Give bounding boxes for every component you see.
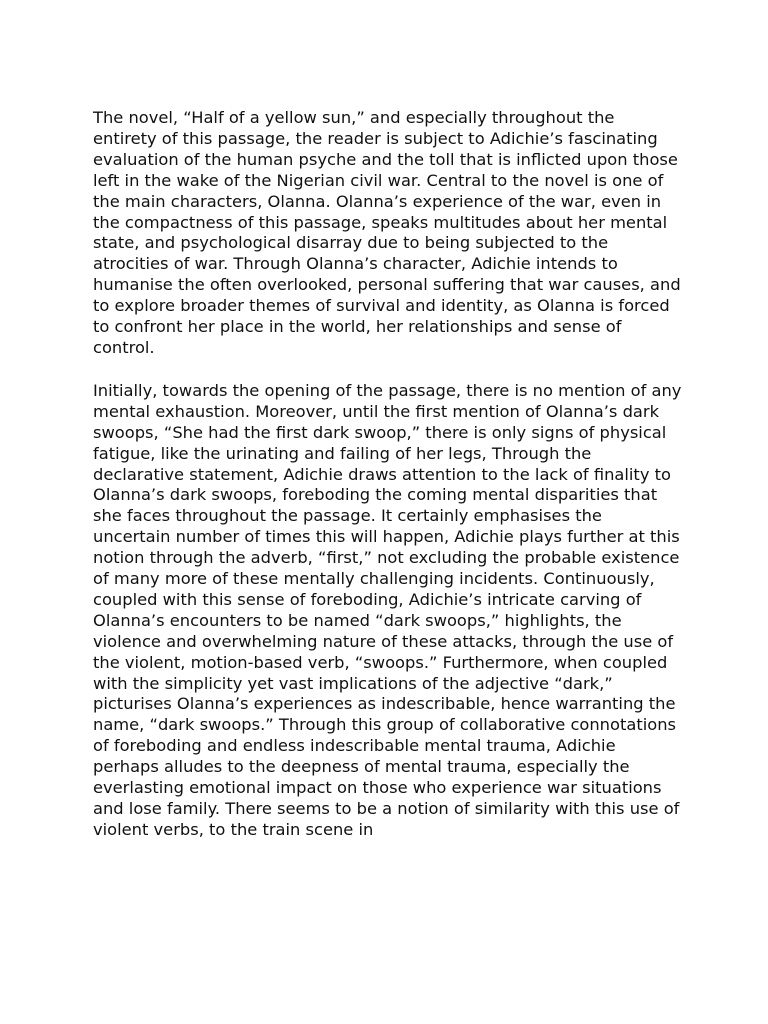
essay-body bbox=[93, 108, 683, 841]
paragraph-1: The novel, “Half of a yellow sun,” and especially throughout the entirety of this passage, the reader is subject to Adichie’s fascinating evaluation of the human psyche and the toll that is inflicted upon those left in the wake of the Nigerian civil war. Central to the novel is one of the main characters, Olanna. Olanna’s experience of the war, even in the compactness of this passage, speaks multitudes about her mental state, and psychological disarray due to being subjected to the atrocities of war. Through Olanna’s character, Adichie intends to humanise the often overlooked, personal suffering that war causes, and to explore broader themes of survival and identity, as Olanna is forced to confront her place in the world, her relationships and sense of control. bbox=[93, 108, 681, 357]
paragraph-2: Initially, towards the opening of the passage, there is no mention of any mental exhaustion. Moreover, until the first mention of Olanna’s dark swoops, “She had the first dark swoop,” there is only signs of physical fatigue, like the urinating and failing of her legs, Through the declarative statement, Adichie draws attention to the lack of finality to Olanna’s dark swoops, foreboding the coming mental disparities that she faces throughout the passage. It certainly emphasises the uncertain number of times this will happen, Adichie plays further at this notion through the adverb, “first,” not excluding the probable existence of many more of these mentally challenging incidents. Continuously, coupled with this sense of foreboding, Adichie’s intricate carving of Olanna’s encounters to be named “dark swoops,” highlights, the violence and overwhelming nature of these attacks, through the use of the violent, motion-based verb, “swoops.” Furthermore, when coupled with the simplicity yet vast implications of the adjective “dark,” picturises Olanna’s experiences as indescribable, hence warranting the name, “dark swoops.” Through this group of collaborative connotations of foreboding and endless indescribable mental trauma, Adichie perhaps alludes to the deepness of mental trauma, especially the everlasting emotional impact on those who experience war situations and lose family. There seems to be a notion of similarity with this use of violent verbs, to the train scene in bbox=[93, 380, 682, 839]
